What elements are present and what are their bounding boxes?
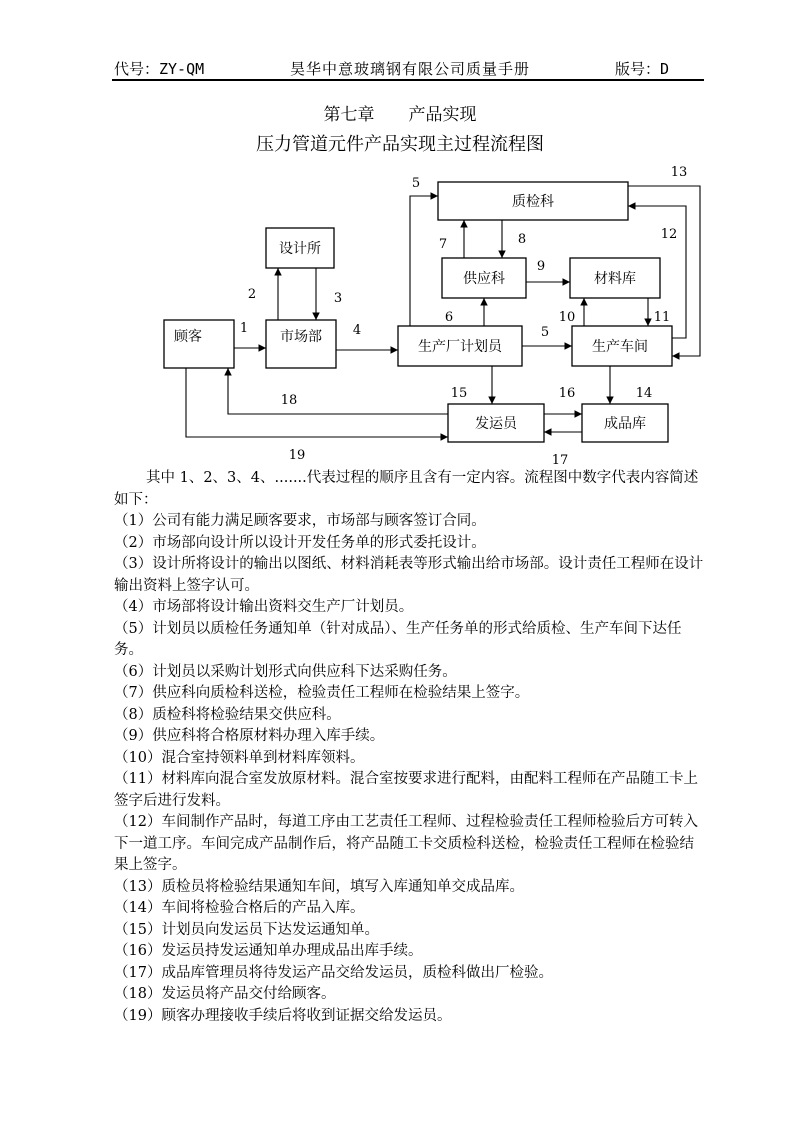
flowchart-title: 压力管道元件产品实现主过程流程图 <box>256 134 544 155</box>
intro-paragraph: 其中 1、2、3、4、.......代表过程的顺序且含有一定内容。流程图中数字代表内容简述如下： <box>114 470 699 508</box>
node-supply: 供应科 <box>463 271 505 287</box>
step-label-11: 11 <box>653 310 671 325</box>
step-item: （4）市场部将设计输出资料交生产厂计划员。 <box>114 599 414 615</box>
step-label-4: 4 <box>352 323 362 338</box>
node-design: 设计所 <box>279 241 321 257</box>
step-label-14: 14 <box>635 386 653 401</box>
step-label-8: 8 <box>517 232 527 247</box>
step-label-2: 2 <box>247 287 257 302</box>
node-warehouse: 成品库 <box>604 416 646 432</box>
step-descriptions <box>114 468 706 1027</box>
node-planner: 生产厂计划员 <box>418 339 502 355</box>
step-label-12: 12 <box>660 227 678 242</box>
step-item: （1）公司有能力满足顾客要求，市场部与顾客签订合同。 <box>114 513 486 529</box>
chapter-title: 第七章 产品实现 <box>323 105 477 125</box>
step-item: （17）成品库管理员将待发运产品交给发运员，质检科做出厂检验。 <box>114 964 553 981</box>
step-item: （2）市场部向设计所以设计开发任务单的形式委托设计。 <box>114 534 486 551</box>
step-item: （19）顾客办理接收手续后将收到证据交给发运员。 <box>114 1007 452 1024</box>
step-label-16: 16 <box>558 386 576 401</box>
step-item: （6）计划员以采购计划形式向供应科下达采购任务。 <box>114 663 457 680</box>
company-manual-title: 昊华中意玻璃钢有限公司质量手册 <box>290 60 531 78</box>
node-shipper: 发运员 <box>475 416 517 432</box>
arrow-19 <box>186 368 448 437</box>
step-label-15: 15 <box>450 386 468 401</box>
arrow-5-qc <box>410 196 438 326</box>
step-label-1: 1 <box>239 321 249 336</box>
step-item: （11）材料库向混合室发放原材料。混合室按要求进行配料，由配料工程师在产品随工卡上签字后进行发料。 <box>114 771 698 809</box>
step-item: （12）车间制作产品时，每道工序由工艺责任工程师、过程检验责任工程师检验后方可转入下一道工序。车间完成产品制作后，将产品随工卡交质检科送检，检验责任工程师在检验结果上签字。 <box>114 814 698 873</box>
step-label-10: 10 <box>558 310 576 325</box>
step-label-13: 13 <box>670 165 688 180</box>
node-workshop: 生产车间 <box>592 339 648 355</box>
arrow-13 <box>628 186 700 356</box>
step-label-19: 19 <box>288 448 306 463</box>
step-item: （18）发运员将产品交付给顾客。 <box>114 986 336 1002</box>
step-item: （15）计划员向发运员下达发运通知单。 <box>114 921 379 938</box>
step-label-17: 17 <box>551 453 569 468</box>
node-qc: 质检科 <box>512 194 554 210</box>
node-customer: 顾客 <box>174 329 202 345</box>
node-market: 市场部 <box>280 329 322 345</box>
step-item: （14）车间将检验合格后的产品入库。 <box>114 900 365 916</box>
arrow-18 <box>228 368 448 414</box>
step-list <box>114 511 706 1027</box>
document-code: 代号：ZY-QM <box>114 60 205 78</box>
step-item: （16）发运员持发运通知单办理成品出库手续。 <box>114 943 423 959</box>
step-item: （10）混合室持领料单到材料库领料。 <box>114 749 365 766</box>
version-number: 版号：D <box>615 60 670 78</box>
step-item: （9）供应科将合格原材料办理入库手续。 <box>114 728 385 744</box>
step-label-7: 7 <box>438 237 448 252</box>
process-flowchart <box>0 150 800 470</box>
step-item: （13）质检员将检验结果通知车间，填写入库通知单交成品库。 <box>114 878 524 895</box>
step-item: （8）质检科将检验结果交供应科。 <box>114 706 341 723</box>
header-rule <box>112 79 704 81</box>
step-item: （3）设计所将设计的输出以图纸、材料消耗表等形式输出给市场部。设计责任工程师在设计输出资料上签字认可。 <box>114 556 704 594</box>
step-label-5-qc: 5 <box>411 176 421 191</box>
step-label-6: 6 <box>444 310 454 325</box>
step-item: （7）供应科向质检科送检，检验责任工程师在检验结果上签字。 <box>114 685 530 701</box>
node-material: 材料库 <box>594 271 636 287</box>
step-label-18: 18 <box>280 393 298 408</box>
step-label-9: 9 <box>536 259 546 274</box>
step-label-3: 3 <box>333 291 343 306</box>
step-item: （5）计划员以质检任务通知单（针对成品）、生产任务单的形式给质检、生产车间下达任务。 <box>114 620 682 658</box>
step-label-5-workshop: 5 <box>540 325 550 340</box>
